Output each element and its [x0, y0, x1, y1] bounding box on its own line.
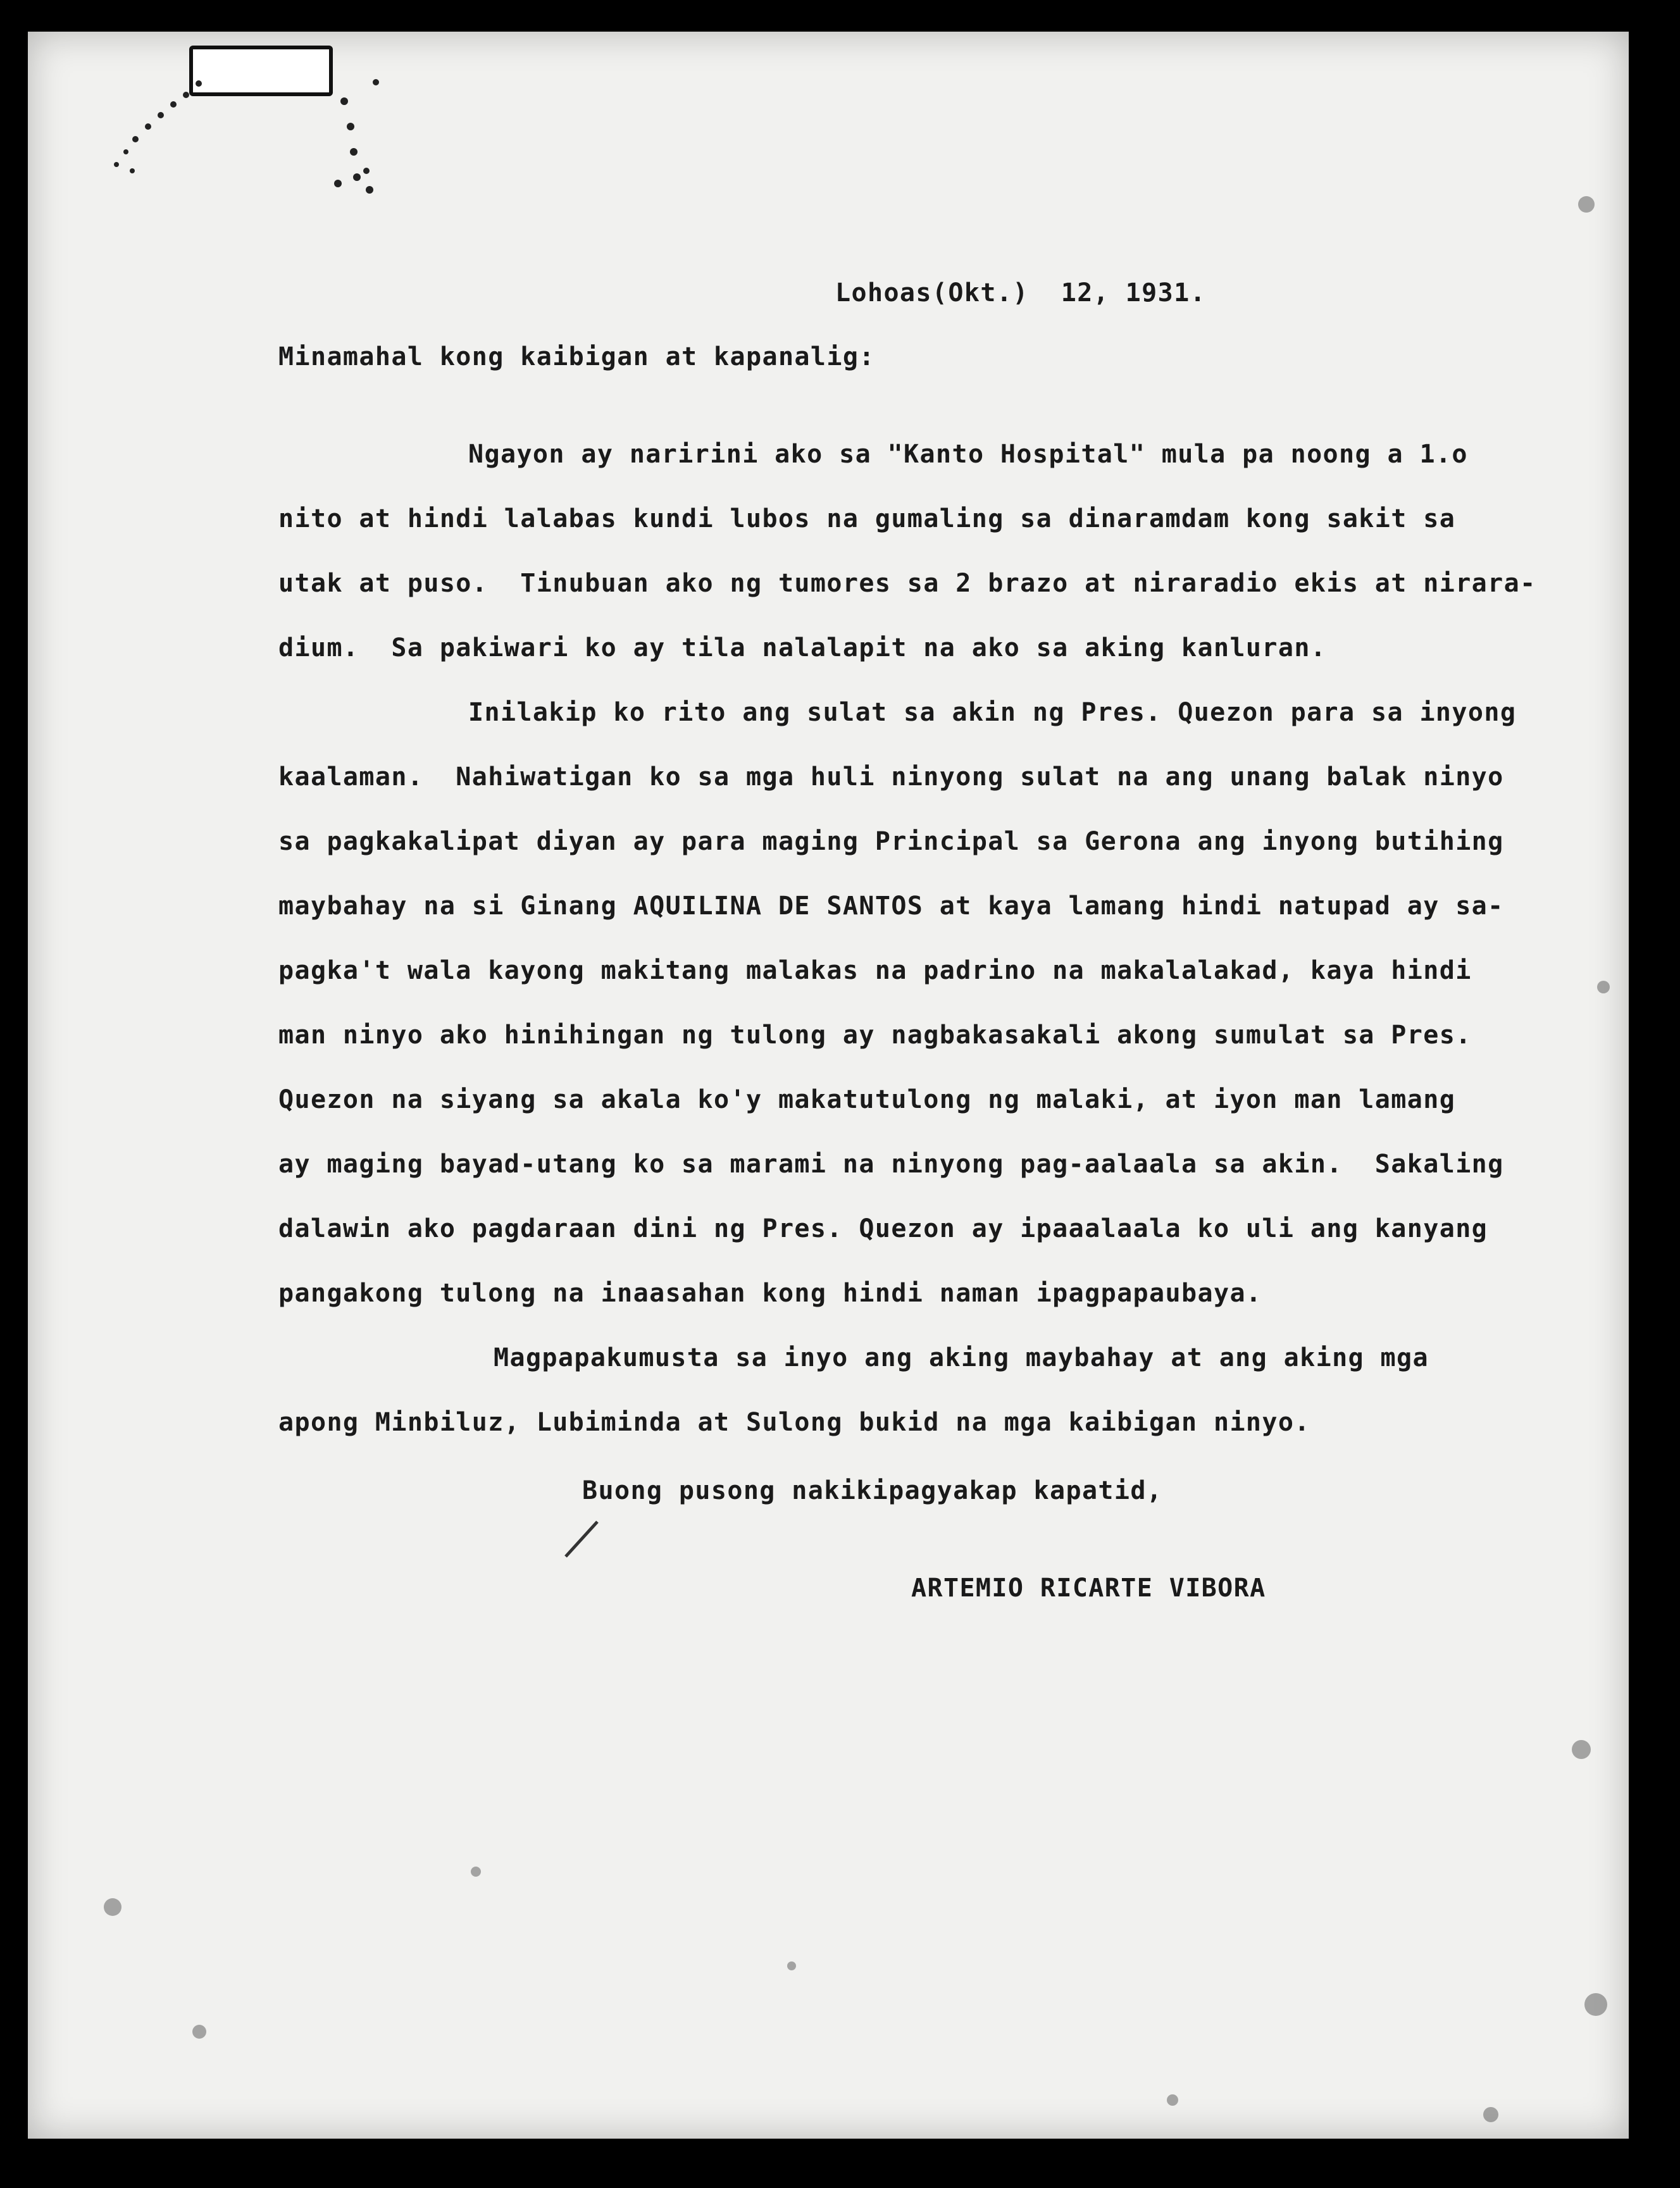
signature: ARTEMIO RICARTE VIBORA [911, 1574, 1266, 1603]
punch-marks [78, 44, 408, 209]
body-line: maybahay na si Ginang AQUILINA DE SANTOS at kaya lamang hindi natupad ay sa- [278, 892, 1504, 921]
stain [1578, 196, 1595, 213]
body-line: apong Minbiluz, Lubiminda at Sulong bukid na mga kaibigan ninyo. [278, 1408, 1310, 1437]
body-line: kaalaman. Nahiwatigan ko sa mga huli ninyong sulat na ang unang balak ninyo [278, 762, 1504, 792]
letter-page [28, 32, 1629, 2139]
body-line: Inilakip ko rito ang sulat sa akin ng Pres. Quezon para sa inyong [468, 698, 1517, 727]
body-line: pagka't wala kayong makitang malakas na padrino na makalalakad, kaya hindi [278, 956, 1472, 985]
body-line: man ninyo ako hinihingan ng tulong ay nagbakasakali akong sumulat sa Pres. [278, 1021, 1472, 1050]
stain [787, 1961, 796, 1970]
pen-mark [559, 1512, 610, 1563]
stain [1597, 981, 1610, 993]
stain [471, 1867, 481, 1877]
body-line: dalawin ako pagdaraan dini ng Pres. Quezon ay ipaaalaala ko uli ang kanyang [278, 1214, 1488, 1243]
body-line: nito at hindi lalabas kundi lubos na gumaling sa dinaramdam kong sakit sa [278, 504, 1456, 533]
body-line: Ngayon ay naririni ako sa "Kanto Hospital" mula pa noong a 1.o [468, 440, 1468, 469]
stain [1167, 2094, 1178, 2106]
stain [1584, 1993, 1607, 2016]
closing: Buong pusong nakikipagyakap kapatid, [582, 1476, 1163, 1505]
body-line: sa pagkakalipat diyan ay para maging Principal sa Gerona ang inyong butihing [278, 827, 1504, 856]
salutation: Minamahal kong kaibigan at kapanalig: [278, 342, 875, 371]
stain [1572, 1740, 1591, 1759]
stain [192, 2025, 206, 2039]
body-line: ay maging bayad-utang ko sa marami na ninyong pag-aalaala sa akin. Sakaling [278, 1150, 1504, 1179]
body-line: pangakong tulong na inaasahan kong hindi naman ipagpapaubaya. [278, 1279, 1262, 1308]
body-line: dium. Sa pakiwari ko ay tila nalalapit na ako sa aking kanluran. [278, 633, 1327, 662]
letter-date: Lohoas(Okt.) 12, 1931. [835, 278, 1207, 308]
stain [104, 1898, 121, 1916]
body-line: Quezon na siyang sa akala ko'y makatutulong ng malaki, at iyon man lamang [278, 1085, 1456, 1114]
stain [1483, 2107, 1498, 2122]
body-line: Magpapakumusta sa inyo ang aking maybahay at ang aking mga [494, 1343, 1429, 1372]
body-line: utak at puso. Tinubuan ako ng tumores sa 2 brazo at niraradio ekis at nirara- [278, 569, 1536, 598]
